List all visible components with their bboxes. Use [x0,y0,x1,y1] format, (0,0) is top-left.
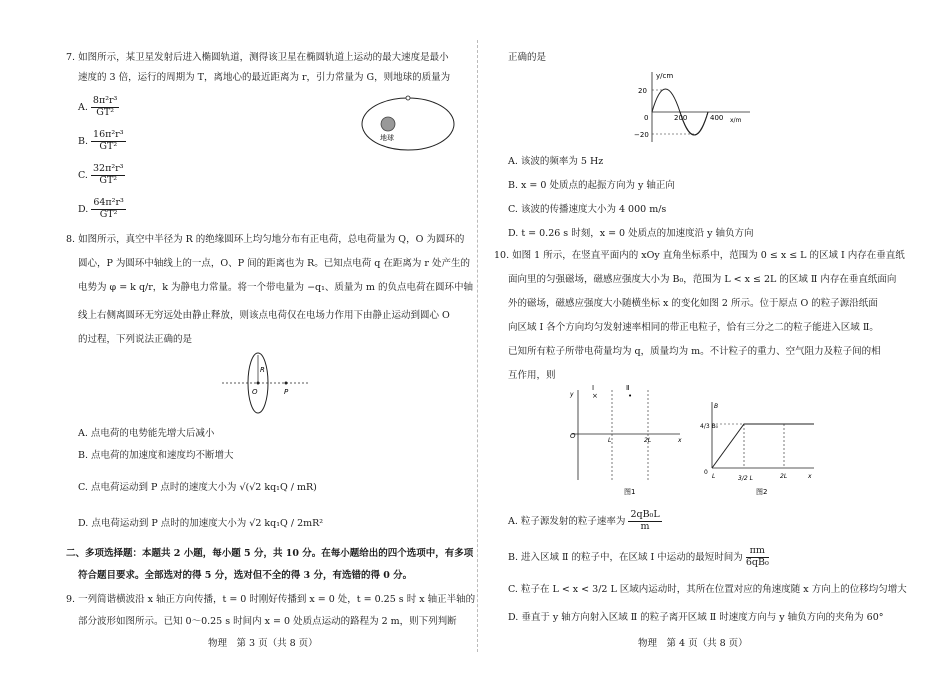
q10-line5: 已知所有粒子所带电荷量均为 q，质量均为 m。不计粒子的重力、空气阻力及粒子间的相 [508,346,881,357]
q10-option-a[interactable]: A. 粒子源发射的粒子速率为 $\frac{\text{2qB₀L}}{m}$ [508,509,660,532]
svg-text:x: x [808,473,812,480]
section2-line2: 符合题目要求。全部选对的得 5 分，选对但不全的得 3 分，有选错的得 0 分。 [78,570,413,581]
q7-line1: 7. 如图所示，某卫星发射后进入椭圆轨道，测得该卫星在椭圆轨道上运动的最大速度是最小 [66,52,449,63]
svg-text:2L: 2L [780,473,788,480]
q10-option-c[interactable]: C. 粒子在 L < x < 3/2 L 区域内运动时，其所在位置对应的角速度随 x 方向上的位移均匀增大 [508,584,907,595]
svg-text:L: L [608,437,612,444]
svg-text:图1: 图1 [624,488,636,496]
center-dot [257,382,260,385]
svg-text:B: B [714,403,719,410]
q7-orbit-figure [360,92,460,152]
q9-line2: 部分波形如图所示。已知 0～0.25 s 时间内 x = 0 处质点运动的路程为 2 m，则下列判断 [78,616,457,627]
q9-option-d[interactable]: D. t = 0.26 s 时刻，x = 0 处质点的加速度沿 y 轴负方向 [508,228,754,239]
svg-text:−20: −20 [634,131,649,139]
q10-line6: 互作用，则 [508,370,556,381]
q8-line2: 圆心，P 为圆环中轴线上的一点，O、P 间的距离也为 R。已知点电荷 q 在距离为 r 处产生的 [78,258,470,269]
column-divider [477,40,479,652]
q10-figure1 [568,384,688,500]
svg-text:Ⅱ: Ⅱ [626,384,630,392]
svg-text:Ⅰ: Ⅰ [592,384,595,392]
svg-text:y/cm: y/cm [656,72,674,80]
point-p-dot [285,382,288,385]
q8-line3: 电势为 φ = k q/r，k 为静电力常量。将一个带电量为 −q₁、质量为 m 的负点电荷在圆环中轴 [78,282,473,293]
q7-option-d[interactable]: D. $\frac{\text{64π²r³}}{\text{GT²}}$ [78,197,124,220]
q7-option-c[interactable]: C. $\frac{\text{32π²r³}}{\text{GT²}}$ [78,163,124,186]
svg-text:2L: 2L [644,437,652,444]
footer-right: 物理 第 4 页（共 8 页） [638,638,748,649]
q10-line2: 面向里的匀强磁场，磁感应强度大小为 B₀，范围为 L < x ≤ 2L 的区域 Ⅱ 内存在垂直纸面向 [508,274,897,285]
q8-line5: 的过程，下列说法正确的是 [78,334,193,345]
q8-line4: 线上右侧离圆环无穷远处由静止释放，则该点电荷仅在电场力作用下由静止运动到圆心 O [78,310,450,321]
svg-text:O: O [570,432,576,440]
svg-text:R: R [260,366,265,374]
q8-ring-figure [222,350,308,416]
footer-left: 物理 第 3 页（共 8 页） [208,638,318,649]
section2-line1: 二、多项选择题：本题共 2 小题，每小题 5 分，共 10 分。在每小题给出的四个选项中，有多项 [66,548,474,559]
svg-text:20: 20 [638,87,647,95]
earth-label: 地球 [380,134,394,142]
q10-option-d[interactable]: D. 垂直于 y 轴方向射入区域 Ⅱ 的粒子离开区域 Ⅱ 时速度方向与 y 轴负方向的夹角为 60° [508,612,884,623]
svg-text:O: O [252,388,258,396]
q9-line1: 9. 一列简谐横波沿 x 轴正方向传播，t = 0 时刚好传播到 x = 0 处，t = 0.25 s 时 x 轴正半轴的 [66,594,476,605]
q8-option-b[interactable]: B. 点电荷的加速度和速度均不断增大 [78,450,234,461]
q9-option-c[interactable]: C. 该波的传播速度大小为 4 000 m/s [508,204,667,215]
q10-line3: 外的磁场，磁感应强度大小随横坐标 x 的变化如图 2 所示。位于原点 O 的粒子源沿纸面 [508,298,878,309]
svg-text:L: L [712,473,716,480]
satellite-dot [406,96,410,100]
svg-text:4/3 B₀: 4/3 B₀ [700,423,719,430]
orbit-ellipse [362,98,454,150]
svg-text:0: 0 [644,114,649,122]
q7-option-b[interactable]: B. $\frac{\text{16π²r³}}{\text{GT²}}$ [78,129,124,152]
q7-option-a[interactable]: A. $\frac{\text{8π²r³}}{\text{GT²}}$ [78,95,118,118]
q10-figure2 [700,400,818,500]
svg-text:•: • [628,392,633,400]
q10-line1: 10. 如图 1 所示，在竖直平面内的 xOy 直角坐标系中，范围为 0 ≤ x ≤ L 的区域 Ⅰ 内存在垂直纸 [494,250,905,261]
q9-continued: 正确的是 [508,52,547,63]
fig2-B-curve [712,424,814,468]
svg-text:y: y [570,391,574,398]
q10-line4: 向区域 Ⅰ 各个方向均匀发射速率相同的带正电粒子，恰有三分之二的粒子能进入区域 Ⅱ。 [508,322,879,333]
q9-option-a[interactable]: A. 该波的频率为 5 Hz [508,156,604,167]
svg-text:200: 200 [674,114,688,122]
q9-option-b[interactable]: B. x = 0 处质点的起振方向为 y 轴正向 [508,180,675,191]
q10-option-b[interactable]: B. 进入区域 Ⅱ 的粒子中，在区域 Ⅰ 中运动的最短时间为 $\frac{\pi m}{\text{6qB₀}}$ [508,545,769,568]
svg-text:x: x [678,437,682,444]
svg-text:×: × [592,392,598,400]
svg-text:x/m: x/m [730,117,742,124]
svg-text:图2: 图2 [756,488,768,496]
q7-line2: 速度的 3 倍，运行的周期为 T，离地心的最近距离为 r，引力常量为 G，则地球的质量为 [78,72,451,83]
q8-line1: 8. 如图所示，真空中半径为 R 的绝缘圆环上均匀地分布有正电荷，总电荷量为 Q，O 为圆环的 [66,234,465,245]
svg-text:3/2 L: 3/2 L [738,475,753,482]
q8-option-d[interactable]: D. 点电荷运动到 P 点时的加速度大小为 √2 kq₁Q / 2mR² [78,518,324,529]
svg-text:P: P [284,388,289,396]
earth-circle [381,117,395,131]
svg-text:0: 0 [704,469,708,476]
q9-wave-graph [634,68,754,144]
q8-option-c[interactable]: C. 点电荷运动到 P 点时的速度大小为 √(√2 kq₁Q / mR) [78,482,317,493]
q8-option-a[interactable]: A. 点电荷的电势能先增大后减小 [78,428,215,439]
svg-text:400: 400 [710,114,724,122]
